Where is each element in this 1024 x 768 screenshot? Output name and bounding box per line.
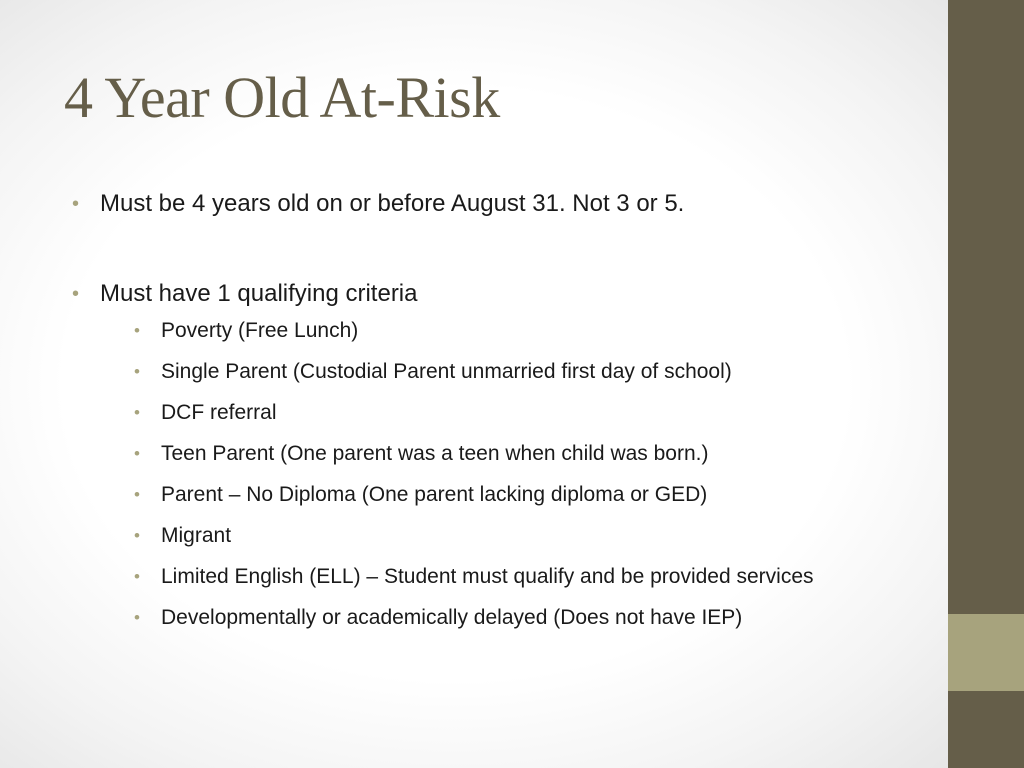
criteria-list	[100, 314, 872, 635]
criteria-item-no-diploma: • Parent – No Diploma (One parent lacking diploma or GED)	[100, 478, 872, 512]
bullet-text: Must have 1 qualifying criteria	[100, 280, 418, 307]
criteria-item-poverty: • Poverty (Free Lunch)	[100, 314, 872, 348]
slide-title: 4 Year Old At-Risk	[64, 65, 500, 130]
bullet-qualifying-criteria	[72, 276, 872, 635]
criteria-item-migrant: • Migrant	[100, 519, 872, 553]
criteria-item-single-parent: • Single Parent (Custodial Parent unmarried first day of school)	[100, 355, 872, 389]
criteria-item-delayed: • Developmentally or academically delayed (Does not have IEP)	[100, 601, 872, 635]
criteria-item-limited-english: • Limited English (ELL) – Student must qualify and be provided services	[100, 560, 872, 594]
bullet-age-requirement	[72, 186, 872, 222]
criteria-item-teen-parent: • Teen Parent (One parent was a teen when child was born.)	[100, 437, 872, 471]
slide-content	[72, 186, 872, 642]
side-decoration-accent	[948, 614, 1024, 691]
criteria-item-dcf-referral: • DCF referral	[100, 396, 872, 430]
bullet-text: Must be 4 years old on or before August 31. Not 3 or 5.	[100, 190, 685, 217]
